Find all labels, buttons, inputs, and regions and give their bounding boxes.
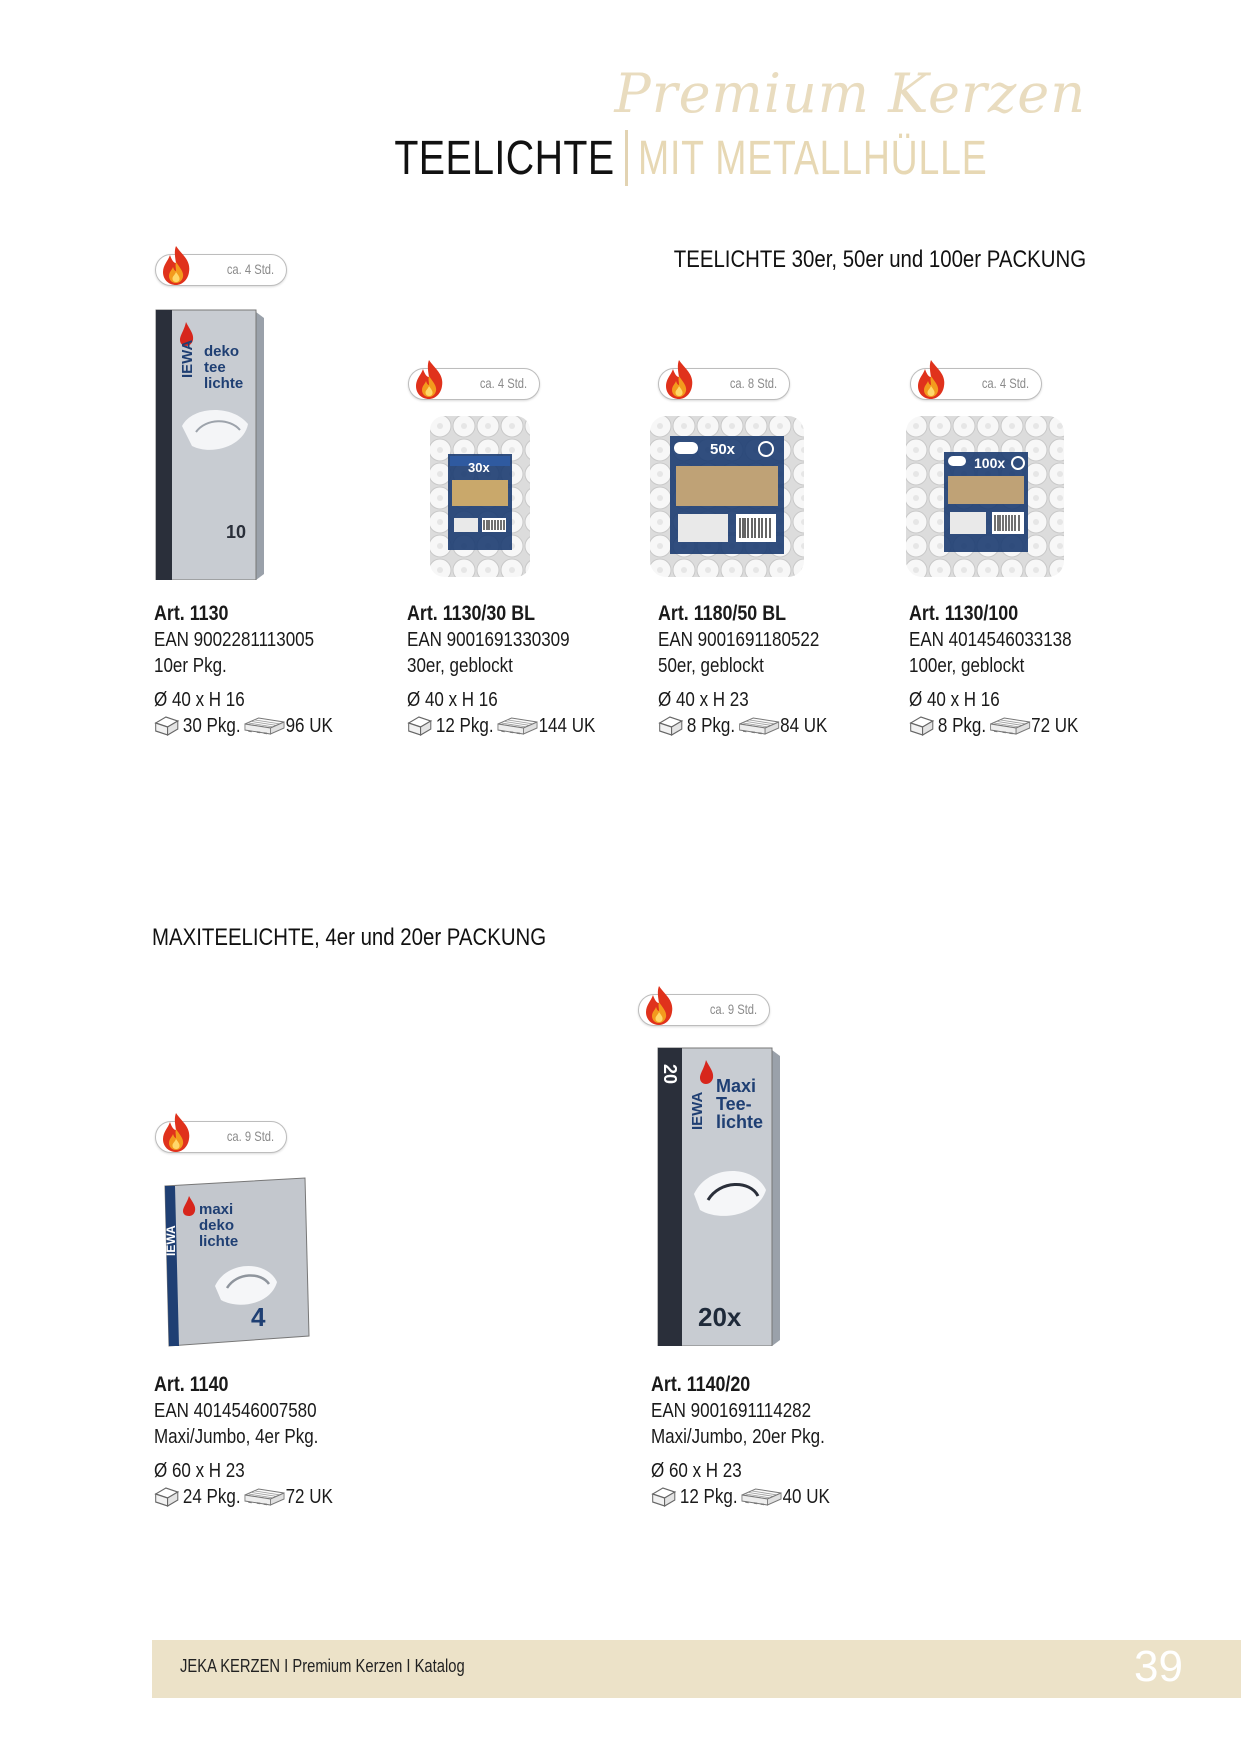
package-description: 30er, geblockt	[407, 655, 513, 677]
flame-icon	[160, 245, 192, 287]
box-label: Tee-	[716, 1094, 752, 1114]
box-label: 100x	[974, 455, 1006, 471]
box-label: 4	[251, 1302, 266, 1332]
product-info-1140-20	[651, 1372, 871, 1510]
section-heading-teelichte: TEELICHTE 30er, 50er und 100er PACKUNG	[673, 246, 1086, 273]
product-info-1140	[154, 1372, 374, 1510]
ean-code: EAN 9001691114282	[651, 1400, 812, 1422]
flame-icon	[663, 359, 695, 401]
ean-code: EAN 4014546007580	[154, 1400, 317, 1422]
package-description: Maxi/Jumbo, 4er Pkg.	[154, 1426, 319, 1448]
box-label: Maxi	[716, 1076, 757, 1096]
product-image-1140	[155, 1176, 315, 1348]
box-label: 20	[660, 1064, 680, 1085]
page-title	[346, 130, 1086, 186]
dimensions: Ø 60 x H 23	[154, 1460, 245, 1482]
carton-box-icon	[658, 715, 684, 737]
burn-time-label: ca. 4 Std.	[479, 375, 527, 391]
script-title: Premium Kerzen	[614, 62, 1086, 125]
pallet-icon	[243, 1487, 286, 1507]
title-dark: TEELICHTE	[394, 131, 615, 185]
ean-code: EAN 4014546033138	[909, 629, 1072, 651]
burn-time-badge	[155, 1121, 287, 1153]
box-label: IEWA	[164, 1225, 178, 1256]
ean-code: EAN 9002281113005	[154, 629, 315, 651]
units-per-pallet: 72 UK	[1031, 715, 1079, 737]
box-label: tee	[204, 359, 226, 376]
product-info-1130-100	[909, 601, 1129, 739]
units-per-pallet: 84 UK	[780, 715, 828, 737]
flame-icon	[643, 985, 675, 1027]
title-separator	[625, 130, 628, 186]
ean-code: EAN 9001691330309	[407, 629, 570, 651]
flame-icon	[413, 359, 445, 401]
product-image-1130-30	[428, 414, 532, 579]
package-description: 100er, geblockt	[909, 655, 1025, 677]
title-gold: MIT METALLHÜLLE	[637, 131, 988, 185]
pallet-icon	[989, 716, 1032, 736]
units-per-pallet: 144 UK	[538, 715, 596, 737]
article-number: Art. 1130/30 BL	[407, 602, 536, 625]
box-label: 10	[226, 522, 247, 542]
package-description: 50er, geblockt	[658, 655, 764, 677]
burn-time-badge	[408, 368, 540, 400]
burn-time-label: ca. 4 Std.	[226, 261, 274, 277]
packaging-units	[154, 1484, 341, 1510]
box-label: 20x	[698, 1302, 742, 1332]
packages-per-carton: 24 Pkg.	[182, 1486, 241, 1508]
units-per-pallet: 72 UK	[285, 1486, 333, 1508]
burn-time-label: ca. 9 Std.	[226, 1128, 274, 1144]
packages-per-carton: 30 Pkg.	[182, 715, 241, 737]
box-label: 50x	[710, 441, 736, 458]
article-number: Art. 1140	[154, 1373, 229, 1396]
pallet-icon	[740, 1487, 783, 1507]
carton-box-icon	[909, 715, 935, 737]
section-heading-maxi: MAXITEELICHTE, 4er und 20er PACKUNG	[152, 924, 547, 951]
packaging-units	[154, 713, 341, 739]
article-number: Art. 1130	[154, 602, 229, 625]
burn-time-label: ca. 4 Std.	[981, 375, 1029, 391]
box-label: IEWA	[689, 1091, 706, 1130]
package-description: Maxi/Jumbo, 20er Pkg.	[651, 1426, 825, 1448]
pallet-icon	[496, 716, 538, 736]
burn-time-badge	[658, 368, 790, 400]
dimensions: Ø 40 x H 23	[658, 689, 749, 711]
carton-box-icon	[407, 715, 433, 737]
box-label: IEWA	[179, 339, 196, 378]
dimensions: Ø 40 x H 16	[407, 689, 498, 711]
packaging-units	[909, 713, 1096, 739]
article-number: Art. 1140/20	[651, 1373, 751, 1396]
box-label: lichte	[716, 1112, 764, 1132]
box-label: maxi	[199, 1201, 234, 1218]
dimensions: Ø 60 x H 23	[651, 1460, 742, 1482]
product-image-1130	[152, 306, 264, 580]
burn-time-badge	[155, 254, 287, 286]
dimensions: Ø 40 x H 16	[909, 689, 1000, 711]
packages-per-carton: 8 Pkg.	[686, 715, 736, 737]
packaging-units	[658, 713, 845, 739]
packaging-units	[651, 1484, 838, 1510]
burn-time-badge	[910, 368, 1042, 400]
pallet-icon	[738, 716, 781, 736]
footer-text: JEKA KERZEN I Premium Kerzen I Katalog	[180, 1656, 465, 1676]
packages-per-carton: 8 Pkg.	[937, 715, 987, 737]
product-image-1180-50	[648, 414, 806, 579]
box-label: deko	[199, 1217, 235, 1234]
package-description: 10er Pkg.	[154, 655, 227, 677]
product-image-1140-20	[654, 1044, 782, 1346]
box-label: lichte	[199, 1233, 239, 1250]
burn-time-badge	[638, 994, 770, 1026]
product-image-1130-100	[904, 414, 1066, 579]
burn-time-label: ca. 9 Std.	[709, 1001, 757, 1017]
burn-time-label: ca. 8 Std.	[729, 375, 777, 391]
units-per-pallet: 40 UK	[782, 1486, 830, 1508]
carton-box-icon	[154, 715, 180, 737]
article-number: Art. 1130/100	[909, 602, 1019, 625]
article-number: Art. 1180/50 BL	[658, 602, 787, 625]
flame-icon	[915, 359, 947, 401]
packaging-units	[407, 713, 594, 739]
page-number: 39	[1134, 1642, 1183, 1691]
product-info-1130-30	[407, 601, 627, 739]
box-label: deko	[204, 343, 240, 360]
product-info-1130	[154, 601, 374, 739]
units-per-pallet: 96 UK	[285, 715, 333, 737]
flame-icon	[160, 1112, 192, 1154]
ean-code: EAN 9001691180522	[658, 629, 820, 651]
dimensions: Ø 40 x H 16	[154, 689, 245, 711]
product-info-1180-50	[658, 601, 878, 739]
box-label: 30x	[468, 460, 490, 475]
pallet-icon	[243, 716, 286, 736]
packages-per-carton: 12 Pkg.	[435, 715, 494, 737]
box-label: lichte	[204, 375, 244, 392]
carton-box-icon	[651, 1486, 677, 1508]
packages-per-carton: 12 Pkg.	[679, 1486, 738, 1508]
carton-box-icon	[154, 1486, 180, 1508]
